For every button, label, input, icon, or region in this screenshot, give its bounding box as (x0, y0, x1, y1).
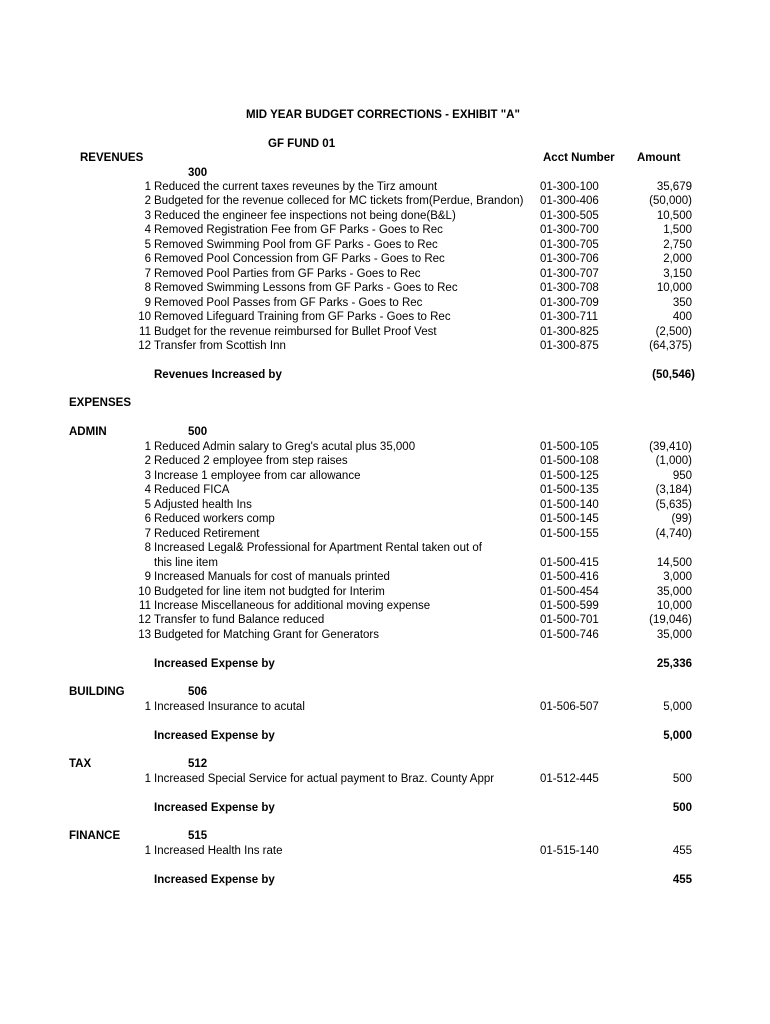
line-number: 6 (144, 513, 151, 526)
line-number: 4 (144, 224, 151, 237)
line-description: Increase 1 employee from car allowance (154, 469, 361, 482)
line-description: Reduced the current taxes reveunes by the Tirz amount (154, 181, 438, 193)
revenues-heading: REVENUES (80, 152, 144, 164)
subtotal-label: Revenues Increased by (154, 369, 282, 381)
line-amount: 35,000 (656, 628, 692, 641)
subtotal-label: Increased Expense by (154, 874, 275, 886)
line-number: 1 (144, 181, 151, 193)
account-number: 01-506-507 (540, 701, 599, 713)
account-number: 01-500-105 (540, 441, 599, 453)
dept-number: 500 (188, 426, 208, 438)
line-amount: (19,046) (649, 614, 692, 627)
line-amount: 3,150 (663, 267, 692, 280)
line-number: 12 (138, 614, 151, 627)
page-title: MID YEAR BUDGET CORRECTIONS - EXHIBIT "A" (246, 109, 520, 121)
subtotal-amount: 455 (672, 874, 692, 886)
line-description: Increased Health Ins rate (154, 845, 283, 857)
subtotal-amount: (50,546) (652, 369, 695, 381)
line-amount: 2,000 (663, 253, 692, 266)
line-description: Budget for the revenue reimbursed for Bullet Proof Vest (154, 325, 437, 338)
line-description: Removed Pool Parties from GF Parks - Goes to Rec (154, 267, 421, 280)
line-amount: (2,500) (655, 325, 692, 338)
account-number: 01-500-108 (540, 455, 599, 468)
line-description: Budgeted for the revenue colleced for MC tickets from(Perdue, Brandon) (154, 195, 524, 208)
line-description: Reduced FICA (154, 484, 230, 497)
account-number: 01-300-100 (540, 181, 599, 193)
account-number: 01-515-140 (540, 845, 599, 857)
line-description: Increased Legal& Professional for Apartment Rental taken out of (154, 542, 482, 555)
section-label-tax: TAX (69, 758, 92, 770)
dept-number: 512 (188, 758, 208, 770)
line-amount: 1,500 (663, 224, 692, 237)
line-description: this line item (154, 556, 218, 569)
account-number: 01-500-135 (540, 484, 599, 497)
amount-header: Amount (637, 152, 681, 164)
line-description: Reduced Retirement (154, 527, 260, 540)
account-number: 01-500-454 (540, 585, 599, 598)
subtotal-label: Increased Expense by (154, 802, 275, 814)
line-number: 5 (144, 238, 151, 251)
account-number: 01-300-825 (540, 325, 599, 338)
line-amount: (50,000) (649, 195, 692, 208)
line-number: 5 (144, 498, 151, 511)
line-amount: (64,375) (649, 339, 692, 352)
line-description: Removed Swimming Pool from GF Parks - Goes to Rec (154, 238, 438, 251)
line-description: Increased Special Service for actual payment to Braz. County Appr (154, 773, 495, 785)
line-number: 7 (144, 267, 151, 280)
line-number: 11 (139, 599, 151, 612)
line-amount: 3,000 (663, 571, 692, 584)
line-number: 13 (138, 628, 151, 641)
line-description: Removed Lifeguard Training from GF Parks - Goes to Rec (154, 311, 451, 324)
subtotal-label: Increased Expense by (154, 658, 275, 670)
line-description: Reduced the engineer fee inspections not being done(B&L) (154, 209, 456, 222)
account-number: 01-500-145 (540, 513, 599, 526)
subtotal-amount: 5,000 (663, 730, 692, 742)
subtotal-amount: 500 (672, 802, 692, 814)
line-description: Budgeted for line item not budgted for Interim (154, 585, 385, 598)
line-amount: (4,740) (655, 527, 692, 540)
line-amount: 455 (672, 845, 692, 857)
line-number: 3 (144, 209, 151, 222)
line-number: 10 (138, 585, 151, 598)
dept-number: 300 (188, 167, 208, 179)
line-description: Removed Pool Passes from GF Parks - Goes to Rec (154, 296, 423, 309)
line-number: 4 (144, 484, 151, 497)
line-amount: 10,000 (656, 599, 692, 612)
line-description: Removed Pool Concession from GF Parks - Goes to Rec (154, 253, 445, 266)
account-number: 01-300-700 (540, 224, 599, 237)
account-number: 01-300-711 (540, 311, 598, 324)
account-number: 01-500-125 (540, 469, 599, 482)
account-number: 01-500-415 (540, 556, 599, 569)
line-amount: 10,500 (656, 209, 692, 222)
line-amount: (99) (671, 513, 692, 526)
line-amount: 10,000 (656, 282, 692, 295)
line-description: Removed Registration Fee from GF Parks - Goes to Rec (154, 224, 443, 237)
account-number: 01-300-708 (540, 282, 599, 295)
account-number: 01-300-505 (540, 209, 599, 222)
account-number: 01-500-416 (540, 571, 599, 584)
section-label-admin: ADMIN (69, 426, 107, 438)
line-number: 2 (144, 195, 151, 208)
line-number: 7 (144, 527, 151, 540)
line-number: 1 (144, 701, 151, 713)
line-number: 8 (144, 282, 151, 295)
line-number: 9 (144, 296, 151, 309)
acct-number-header: Acct Number (543, 152, 615, 164)
line-number: 6 (144, 253, 151, 266)
account-number: 01-300-406 (540, 195, 599, 208)
line-description: Adjusted health Ins (154, 498, 252, 511)
line-amount: 400 (672, 311, 692, 324)
account-number: 01-500-701 (540, 614, 599, 627)
line-description: Increase Miscellaneous for additional moving expense (154, 599, 431, 612)
subtotal-amount: 25,336 (656, 658, 692, 670)
account-number: 01-500-746 (540, 628, 599, 641)
line-amount: 35,000 (656, 585, 692, 598)
line-number: 1 (144, 773, 151, 785)
subtotal-label: Increased Expense by (154, 730, 275, 742)
line-description: Reduced workers comp (154, 513, 275, 526)
line-description: Removed Swimming Lessons from GF Parks - Goes to Rec (154, 282, 458, 295)
dept-number: 515 (188, 830, 208, 842)
dept-number: 506 (188, 686, 208, 698)
account-number: 01-300-706 (540, 253, 599, 266)
line-description: Budgeted for Matching Grant for Generators (154, 628, 380, 641)
account-number: 01-500-140 (540, 498, 599, 511)
account-number: 01-300-707 (540, 267, 599, 280)
line-amount: 5,000 (663, 701, 692, 713)
line-description: Transfer to fund Balance reduced (154, 614, 325, 627)
line-description: Increased Insurance to acutal (154, 701, 305, 713)
line-number: 9 (144, 571, 151, 584)
fund-title: GF FUND 01 (268, 138, 336, 150)
account-number: 01-500-155 (540, 527, 599, 540)
line-amount: 2,750 (663, 238, 692, 251)
line-description: Reduced Admin salary to Greg's acutal plus 35,000 (154, 441, 416, 453)
expenses-heading: EXPENSES (69, 397, 131, 409)
line-amount: (1,000) (655, 455, 692, 468)
section-label-finance: FINANCE (69, 830, 121, 842)
line-number: 8 (144, 542, 151, 555)
line-number: 12 (138, 339, 151, 352)
line-amount: (5,635) (655, 498, 692, 511)
line-description: Transfer from Scottish Inn (154, 339, 286, 352)
line-number: 2 (144, 455, 151, 468)
line-description: Increased Manuals for cost of manuals printed (154, 571, 390, 584)
account-number: 01-300-705 (540, 238, 599, 251)
line-amount: 950 (672, 469, 692, 482)
line-amount: 35,679 (656, 181, 692, 193)
account-number: 01-300-875 (540, 339, 599, 352)
line-amount: (3,184) (655, 484, 692, 497)
line-number: 1 (144, 441, 151, 453)
account-number: 01-512-445 (540, 773, 599, 785)
line-number: 3 (144, 469, 151, 482)
line-amount: 14,500 (656, 556, 692, 569)
line-description: Reduced 2 employee from step raises (154, 455, 348, 468)
line-amount: (39,410) (649, 441, 692, 453)
account-number: 01-500-599 (540, 599, 599, 612)
account-number: 01-300-709 (540, 296, 599, 309)
line-amount: 350 (672, 296, 692, 309)
line-number: 11 (139, 325, 151, 338)
line-number: 1 (144, 845, 151, 857)
section-label-building: BUILDING (69, 686, 125, 698)
line-amount: 500 (672, 773, 692, 785)
line-number: 10 (138, 311, 151, 324)
